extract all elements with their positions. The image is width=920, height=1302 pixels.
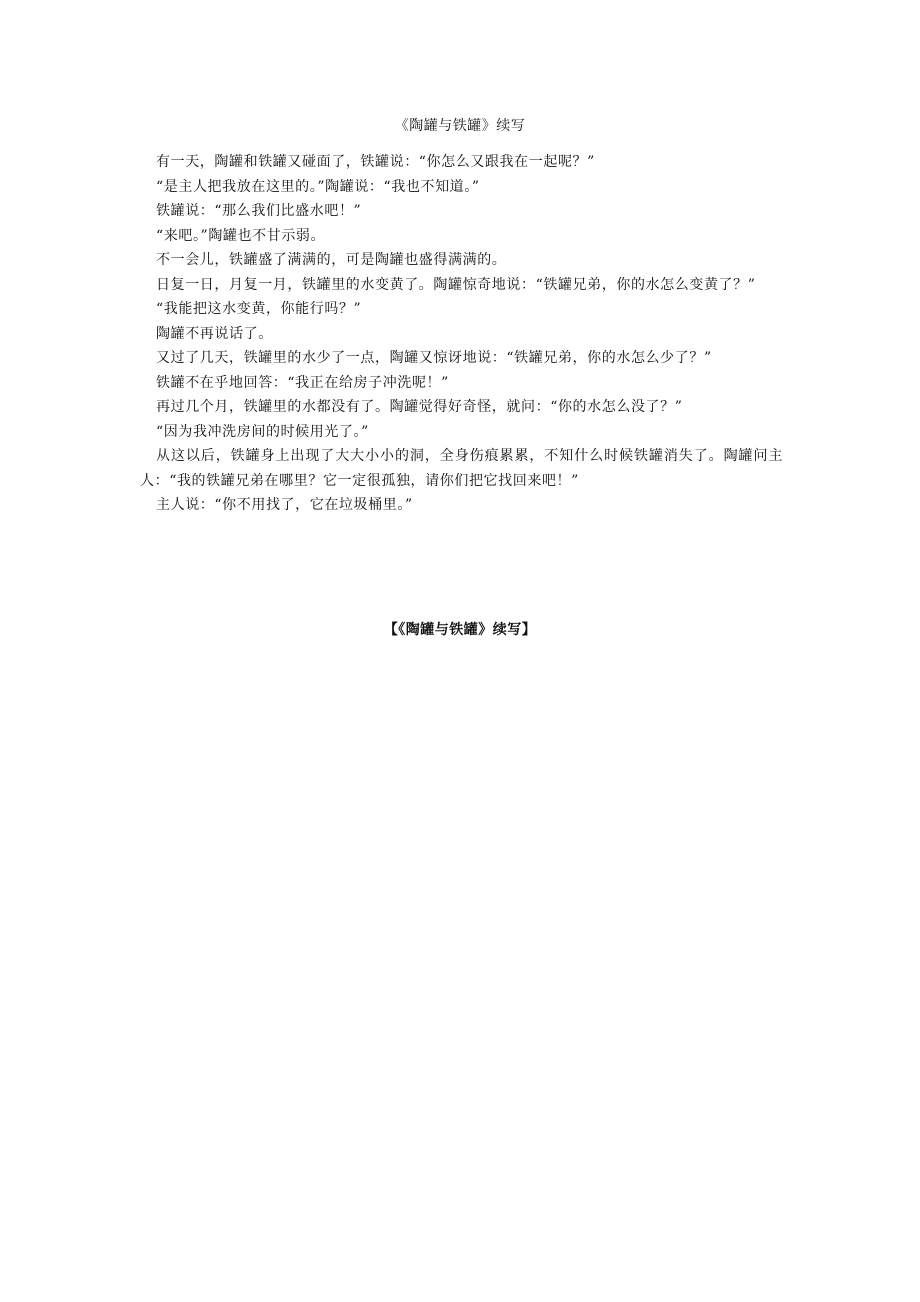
paragraph-4: “来吧。”陶罐也不甘示弱。	[156, 227, 326, 244]
paragraph-13: 从这以后，铁罐身上出现了大大小小的洞，全身伤痕累累，不知什么时候铁罐消失了。陶罐问主人：“我的铁罐兄弟在哪里？它一定很孤独，请你们把它找回来吧！”	[140, 448, 783, 489]
footer-title: 【《陶罐与铁罐》续写】	[383, 622, 537, 638]
document-title: 《陶罐与铁罐》续写	[394, 118, 526, 134]
document-body	[140, 150, 783, 518]
paragraph-10: 铁罐不在乎地回答：“我正在给房子冲洗呢！”	[156, 374, 449, 391]
paragraph-2: “是主人把我放在这里的。”陶罐说：“我也不知道。”	[156, 178, 480, 195]
paragraph-14: 主人说：“你不用找了，它在垃圾桶里。”	[156, 497, 413, 513]
paragraph-1: 有一天，陶罐和铁罐又碰面了，铁罐说：“你怎么又跟我在一起呢？”	[156, 154, 595, 170]
paragraph-5: 不一会儿，铁罐盛了满满的，可是陶罐也盛得满满的。	[156, 252, 507, 268]
paragraph-6: 日复一日，月复一月，铁罐里的水变黄了。陶罐惊奇地说：“铁罐兄弟，你的水怎么变黄了？”	[156, 276, 756, 293]
paragraph-3: 铁罐说：“那么我们比盛水吧！”	[156, 203, 362, 219]
paragraph-9: 又过了几天，铁罐里的水少了一点，陶罐又惊讶地说：“铁罐兄弟，你的水怎么少了？”	[156, 350, 712, 366]
paragraph-11: 再过几个月，铁罐里的水都没有了。陶罐觉得好奇怪，就问：“你的水怎么没了？”	[156, 399, 683, 415]
paragraph-8: 陶罐不再说话了。	[156, 325, 273, 342]
paragraph-12: “因为我冲洗房间的时候用光了。”	[156, 423, 369, 440]
paragraph-7: “我能把这水变黄，你能行吗？”	[156, 301, 362, 317]
